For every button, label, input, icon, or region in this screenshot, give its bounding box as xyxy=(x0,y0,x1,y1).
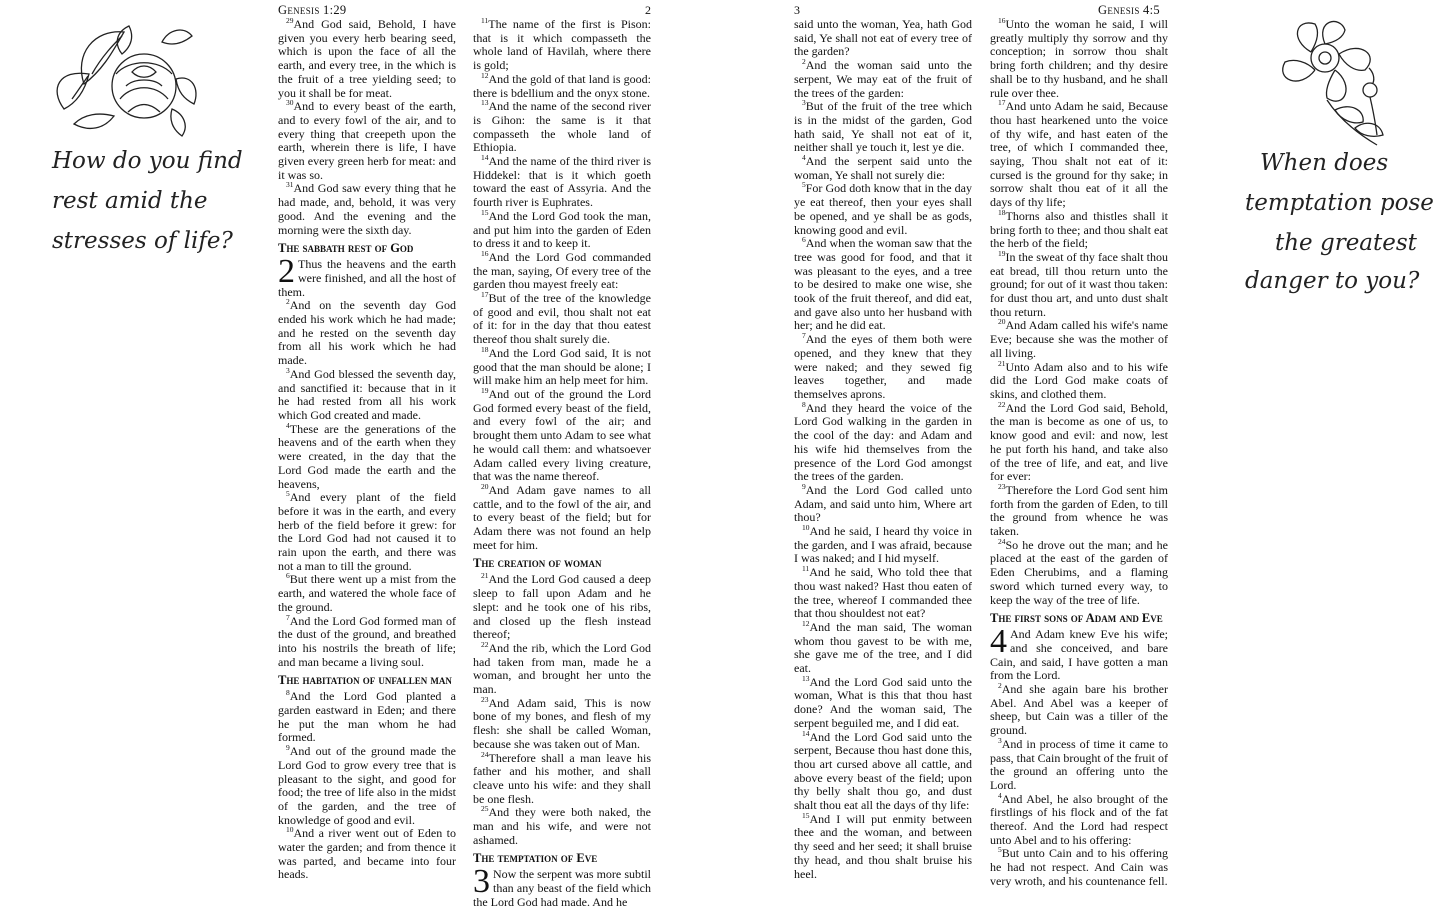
verse-text: Unto Adam also and to his wife did the Lord God make coats of skins, and clothed them. xyxy=(990,359,1168,401)
verse xyxy=(278,18,456,100)
verse-text: And the Lord God called unto Adam, and said unto him, Where art thou? xyxy=(794,482,972,525)
verse xyxy=(794,155,972,182)
verse-number: 2 xyxy=(286,297,290,307)
verse-number: 5 xyxy=(286,489,290,499)
verse-number: 16 xyxy=(998,16,1006,25)
verse-text: But there went up a mist from the earth, and watered the whole face of the ground. xyxy=(278,572,456,614)
verse-number: 12 xyxy=(481,70,489,80)
verse-text: And on the seventh day God ended his work which he had made; and he rested on the seventh day from all his work which he had made. xyxy=(278,298,456,368)
chapter-number: 4 xyxy=(990,623,1007,661)
flower-illustration-right xyxy=(1265,10,1395,150)
verse-number: 18 xyxy=(998,207,1006,217)
page-number-right: 3 xyxy=(794,3,800,17)
verse xyxy=(794,673,972,731)
verse-text: And the Lord God planted a garden eastward in Eden; and there he put the man whom he had formed. xyxy=(278,689,456,745)
verse xyxy=(473,806,651,847)
verse-text: And she again bare his brother Abel. And Abel was a keeper of sheep, but Cain was a tiller of the ground. xyxy=(990,682,1168,738)
verse-text: And the Lord God caused a deep sleep to fall upon Adam and he slept: and he took one of his ribs, and closed up the flesh instead thereof; xyxy=(473,572,651,642)
verse-text: And he said, Who told thee that thou wast naked? Hast thou eaten of the tree, whereof I commanded thee that thou shouldest not eat? xyxy=(794,565,972,621)
verse-text: For God doth know that in the day ye eat thereof, then your eyes shall be opened, and ye shall be as gods, knowing good and evil. xyxy=(794,181,972,237)
verse-number: 11 xyxy=(802,564,810,574)
verse-text: So he drove out the man; and he placed at the east of the garden of Eden Cherubims, and a flaming sword which turned every way, to keep the way of the tree of life. xyxy=(990,537,1168,607)
verse-text: And God said, Behold, I have given you every herb bearing seed, which is upon the face of all the earth, and every tree, in the which is the fruit of a tree yielding seed; to you it shall be for meat. xyxy=(278,17,456,100)
verse xyxy=(794,333,972,402)
verse xyxy=(473,18,651,73)
verse-text: And the Lord God said, It is not good that the man should be alone; I will make him an help meet for him. xyxy=(473,345,651,388)
verse-number: 17 xyxy=(481,290,489,300)
verse-text: Therefore the Lord God sent him forth from the garden of Eden, to till the ground from whence he was taken. xyxy=(990,482,1168,539)
verse xyxy=(794,18,972,59)
verse xyxy=(473,749,651,807)
verse-text: And the Lord God said unto the serpent, Because thou hast done this, thou art cursed above all cattle, and above every beast of the field; upon thy belly shalt thou go, and dust shalt thou eat all the days of thy life: xyxy=(794,729,972,813)
text-column-left-1 xyxy=(278,18,456,882)
verse-text: But of the tree of the knowledge of good and evil, thou shalt not eat of it: for in the day that thou eatest thereof thou shalt surely die. xyxy=(473,291,651,347)
verse-number: 13 xyxy=(481,98,489,108)
margin-note-line-4: danger to you? xyxy=(1245,268,1420,294)
verse-text: And the eyes of them both were opened, and they knew that they were naked; and they sewed fig leaves together, and made themselves aprons. xyxy=(794,332,972,401)
verse-number: 19 xyxy=(481,385,489,395)
verse xyxy=(473,344,651,388)
verse-text: And God saw every thing that he had made, and, behold, it was very good. And the evening and the morning were the sixth day. xyxy=(278,181,456,237)
margin-note-line-3: the greatest xyxy=(1275,230,1417,256)
verse-text: And the serpent said unto the woman, Ye shall not surely die: xyxy=(794,154,972,182)
verse-text: And Abel, he also brought of the firstlings of his flock and of the fat thereof. And the Lord had respect unto Abel and to his offering: xyxy=(990,791,1168,847)
verse xyxy=(990,847,1168,888)
verse xyxy=(278,491,456,573)
verse-number: 19 xyxy=(998,248,1006,258)
verse xyxy=(473,100,651,155)
verse-number: 3 xyxy=(802,98,806,108)
margin-note-line-1: How do you find xyxy=(52,148,243,174)
verse-number: 24 xyxy=(481,749,489,759)
margin-note-line-2: temptation pose xyxy=(1245,190,1434,216)
verse-number: 20 xyxy=(481,481,489,491)
verse xyxy=(990,248,1168,320)
section-heading: The creation of woman xyxy=(473,556,602,571)
verse-text: In the sweat of thy face shalt thou eat bread, till thou return unto the ground; for out of it wast thou taken: for dust thou art, and unto dust shalt thou return. xyxy=(990,249,1168,319)
verse xyxy=(990,399,1168,484)
verse-number: 5 xyxy=(802,180,806,190)
verse-number: 10 xyxy=(802,523,810,533)
verse xyxy=(473,694,651,752)
verse-text: Therefore shall a man leave his father and his mother, and shall cleave unto his wife: and they shall be one flesh. xyxy=(473,750,651,806)
verse-number: 6 xyxy=(802,235,806,245)
verse xyxy=(278,100,456,182)
verse xyxy=(794,481,972,525)
verse-text: The name of the first is Pison: that is it which compasseth the whole land of Havilah, where there is gold; xyxy=(473,17,651,73)
verse-number: 2 xyxy=(802,57,806,67)
verse-text: And out of the ground the Lord God formed every beast of the field, and every fowl of the air; and brought them unto Adam to see what he would call them: and whatsoever Adam called every living creature, that was the name thereof. xyxy=(473,386,651,484)
verse xyxy=(473,481,651,553)
verse-text: And when the woman saw that the tree was good for food, and that it was pleasant to the eyes, and a tree to be desired to make one wise, she took of the fruit thereof, and did eat, and gave also unto her husband with her; and he did eat. xyxy=(794,236,972,333)
verse-number: 9 xyxy=(286,743,290,753)
section-heading: The sabbath rest of God xyxy=(278,241,414,256)
verse xyxy=(990,100,1168,210)
verse xyxy=(990,683,1168,738)
chapter-start xyxy=(473,863,651,909)
verse-number: 21 xyxy=(481,571,489,581)
verse-number: 11 xyxy=(481,16,489,25)
verse-number: 21 xyxy=(998,358,1006,368)
verse-number: 30 xyxy=(286,98,294,108)
verse xyxy=(278,420,456,492)
verse xyxy=(473,292,651,347)
verse-number: 14 xyxy=(802,728,810,738)
verse-text: And God blessed the seventh day, and sanctified it: because that in it he had rested from all his work which God created and made. xyxy=(278,366,456,422)
flower-illustration-left xyxy=(44,14,204,144)
verse-text: And they heard the voice of the Lord God walking in the garden in the cool of the day: and Adam and his wife hid themselves from the presence of the Lord God amongst the trees of the garden. xyxy=(794,400,972,484)
verse xyxy=(990,735,1168,793)
verse-number: 15 xyxy=(802,810,810,820)
verse xyxy=(473,385,651,484)
verse-text: And the name of the third river is Hiddekel: that is it which goeth toward the east of Assyria. And the fourth river is Euphrates. xyxy=(473,154,651,210)
verse-number: 24 xyxy=(998,536,1006,546)
verse-text: And to every beast of the earth, and to every fowl of the air, and to every thing that creepeth upon the earth, wherein there is life, I have given every green herb for meat: and it was so. xyxy=(278,99,456,182)
verse xyxy=(278,612,456,670)
verse-text: And Adam gave names to all cattle, and to the fowl of the air, and to every beast of the field; but for Adam there was not found an help meet for him. xyxy=(473,482,651,552)
verse-text: And Adam said, This is now bone of my bones, and flesh of my flesh: she shall be called Woman, because she was taken out of Man. xyxy=(473,695,651,751)
verse-text: And Adam called his wife's name Eve; because she was the mother of all living. xyxy=(990,318,1168,360)
verse-number: 3 xyxy=(998,735,1002,745)
verse xyxy=(990,319,1168,360)
verse-text: But unto Cain and to his offering he had not respect. And Cain was very wroth, and his countenance fell. xyxy=(990,846,1168,888)
verse xyxy=(794,618,972,676)
margin-note-line-2: rest amid the xyxy=(52,188,208,214)
chapter-start xyxy=(278,253,456,299)
verse-number: 4 xyxy=(286,420,290,430)
verse-number: 5 xyxy=(998,845,1002,855)
verse xyxy=(473,155,651,210)
verse-text: But of the fruit of the tree which is in the midst of the garden, God hath said, Ye shall not eat of it, neither shall ye touch it, lest ye die. xyxy=(794,99,972,155)
verse-text: And he said, I heard thy voice in the garden, and I was afraid, because I was naked; and I hid myself. xyxy=(794,524,972,566)
verse xyxy=(278,690,456,745)
verse-number: 17 xyxy=(998,98,1006,108)
chapter-start xyxy=(990,623,1168,683)
verse xyxy=(473,639,651,697)
verse-text: Thorns also and thistles shall it bring forth to thee; and thou shalt eat the herb of the field; xyxy=(990,208,1168,251)
verse-number: 18 xyxy=(481,344,489,354)
verse xyxy=(278,827,456,882)
verse-number: 14 xyxy=(481,153,489,163)
verse-text: Now the serpent was more subtil than any beast of the field which the Lord God had made. And he xyxy=(473,867,651,909)
verse-number: 8 xyxy=(802,399,806,409)
section-heading: The first sons of Adam and Eve xyxy=(990,611,1163,626)
verse-number: 8 xyxy=(286,688,290,698)
verse xyxy=(278,299,456,368)
text-column-right-1 xyxy=(794,18,972,881)
verse xyxy=(990,790,1168,848)
verse xyxy=(473,573,651,642)
verse xyxy=(794,566,972,621)
running-head-right: Genesis 4:5 xyxy=(1098,3,1160,17)
verse-text: And out of the ground made the Lord God to grow every tree that is pleasant to the sight, and good for food; the tree of life also in the midst of the garden, and the tree of knowledge of good and evil. xyxy=(278,744,456,827)
verse-number: 3 xyxy=(286,365,290,375)
verse-text: And every plant of the field before it was in the earth, and every herb of the field before it grew: for the Lord God had not caused it to rain upon the earth, and there was not a man to till the ground. xyxy=(278,490,456,573)
verse-number: 4 xyxy=(998,790,1002,800)
verse xyxy=(278,182,456,237)
text-column-left-2 xyxy=(473,18,651,910)
verse-number: 20 xyxy=(998,317,1006,327)
verse-number: 6 xyxy=(286,571,290,581)
verse-text: And the man said, The woman whom thou gavest to be with me, she gave me of the tree, and I did eat. xyxy=(794,619,972,676)
verse xyxy=(473,70,651,100)
right-page xyxy=(720,0,1445,888)
verse-number: 23 xyxy=(998,481,1006,491)
verse xyxy=(473,207,651,251)
verse xyxy=(990,536,1168,608)
verse-number: 7 xyxy=(286,612,290,622)
verse-number: 4 xyxy=(802,153,806,163)
verse-number: 9 xyxy=(802,481,806,491)
verse xyxy=(794,810,972,882)
verse-text: And unto Adam he said, Because thou hast hearkened unto the voice of thy wife, and hast eaten of the tree, of which I commanded thee, saying, Thou shalt not eat of it: cursed is the ground for thy sake; in sorrow shalt thou eat of it all the days of thy life; xyxy=(990,99,1168,210)
margin-note-line-3: stresses of life? xyxy=(52,228,233,254)
section-heading: The temptation of Eve xyxy=(473,851,598,866)
verse-text: And the Lord God said, Behold, the man is become as one of us, to know good and evil: and now, lest he put forth his hand, and take also of the tree of life, and eat, and live for ever: xyxy=(990,400,1168,484)
verse-text: And the Lord God took the man, and put him into the garden of Eden to dress it and to keep it. xyxy=(473,208,651,251)
verse-number: 23 xyxy=(481,694,489,704)
verse xyxy=(990,481,1168,539)
verse xyxy=(794,100,972,155)
verse-text: These are the generations of the heavens and of the earth when they were created, in the day that the Lord God made the earth and the heavens, xyxy=(278,421,456,491)
left-page xyxy=(0,0,720,909)
verse-text: And in process of time it came to pass, that Cain brought of the fruit of the ground an offering unto the Lord. xyxy=(990,736,1168,792)
verse-text: And the woman said unto the serpent, We may eat of the fruit of the trees of the garden: xyxy=(794,58,972,100)
verse-number: 2 xyxy=(998,681,1002,691)
verse-text: And the Lord God commanded the man, saying, Of every tree of the garden thou mayest freely eat: xyxy=(473,249,651,292)
margin-note-line-1: When does xyxy=(1260,150,1389,176)
verse-text: And the Lord God said unto the woman, What is this that thou hast done? And the woman said, The serpent beguiled me, and I did eat. xyxy=(794,674,972,730)
verse-text: And the gold of that land is good: there is bdellium and the onyx stone. xyxy=(473,71,651,100)
verse-number: 7 xyxy=(802,331,806,341)
verse xyxy=(990,358,1168,402)
verse xyxy=(794,59,972,100)
verse xyxy=(278,365,456,423)
verse-number: 25 xyxy=(481,804,489,814)
verse-text: said unto the woman, Yea, hath God said, Ye shall not eat of every tree of the garden? xyxy=(794,17,972,59)
verse-text: Unto the woman he said, I will greatly multiply thy sorrow and thy conception; in sorrow thou shalt bring forth children; and thy desire shall be to thy husband, and he shall rule over thee. xyxy=(990,17,1168,100)
verse-text: And they were both naked, the man and his wife, and were not ashamed. xyxy=(473,805,651,847)
running-head-left: Genesis 1:29 xyxy=(278,3,347,17)
verse-number: 29 xyxy=(286,16,294,25)
verse xyxy=(794,237,972,333)
verse xyxy=(794,399,972,484)
verse xyxy=(278,745,456,827)
text-column-right-2 xyxy=(990,18,1168,889)
verse xyxy=(794,525,972,566)
verse-text: And the Lord God formed man of the dust of the ground, and breathed into his nostrils the breath of life; and man became a living soul. xyxy=(278,613,456,669)
verse-number: 16 xyxy=(481,248,489,258)
chapter-number: 3 xyxy=(473,863,490,901)
verse xyxy=(990,18,1168,100)
verse-number: 10 xyxy=(286,825,294,835)
page-number-left: 2 xyxy=(645,3,651,17)
verse-text: And the name of the second river is Gihon: the same is it that compasseth the whole land of Ethiopia. xyxy=(473,99,651,155)
verse-number: 13 xyxy=(802,673,810,683)
verse xyxy=(794,728,972,813)
verse-number: 22 xyxy=(481,639,489,649)
verse-text: And Adam knew Eve his wife; and she conceived, and bare Cain, and said, I have gotten a man from the Lord. xyxy=(990,627,1168,683)
verse-number: 15 xyxy=(481,207,489,217)
verse-text: Thus the heavens and the earth were finished, and all the host of them. xyxy=(278,257,456,299)
verse-number: 31 xyxy=(286,180,294,190)
verse xyxy=(990,207,1168,251)
chapter-number: 2 xyxy=(278,253,295,291)
verse-number: 22 xyxy=(998,399,1006,409)
verse xyxy=(794,182,972,237)
verse-text: And the rib, which the Lord God had taken from man, made he a woman, and brought her unto the man. xyxy=(473,640,651,697)
verse-text: And a river went out of Eden to water the garden; and from thence it was parted, and became into four heads. xyxy=(278,826,456,882)
verse-text: And I will put enmity between thee and the woman, and between thy seed and her seed; it shall bruise thy head, and thou shalt bruise his heel. xyxy=(794,811,972,881)
verse xyxy=(278,573,456,614)
verse-number: 12 xyxy=(802,618,810,628)
section-heading: The habitation of unfallen man xyxy=(278,673,452,688)
verse xyxy=(473,248,651,292)
